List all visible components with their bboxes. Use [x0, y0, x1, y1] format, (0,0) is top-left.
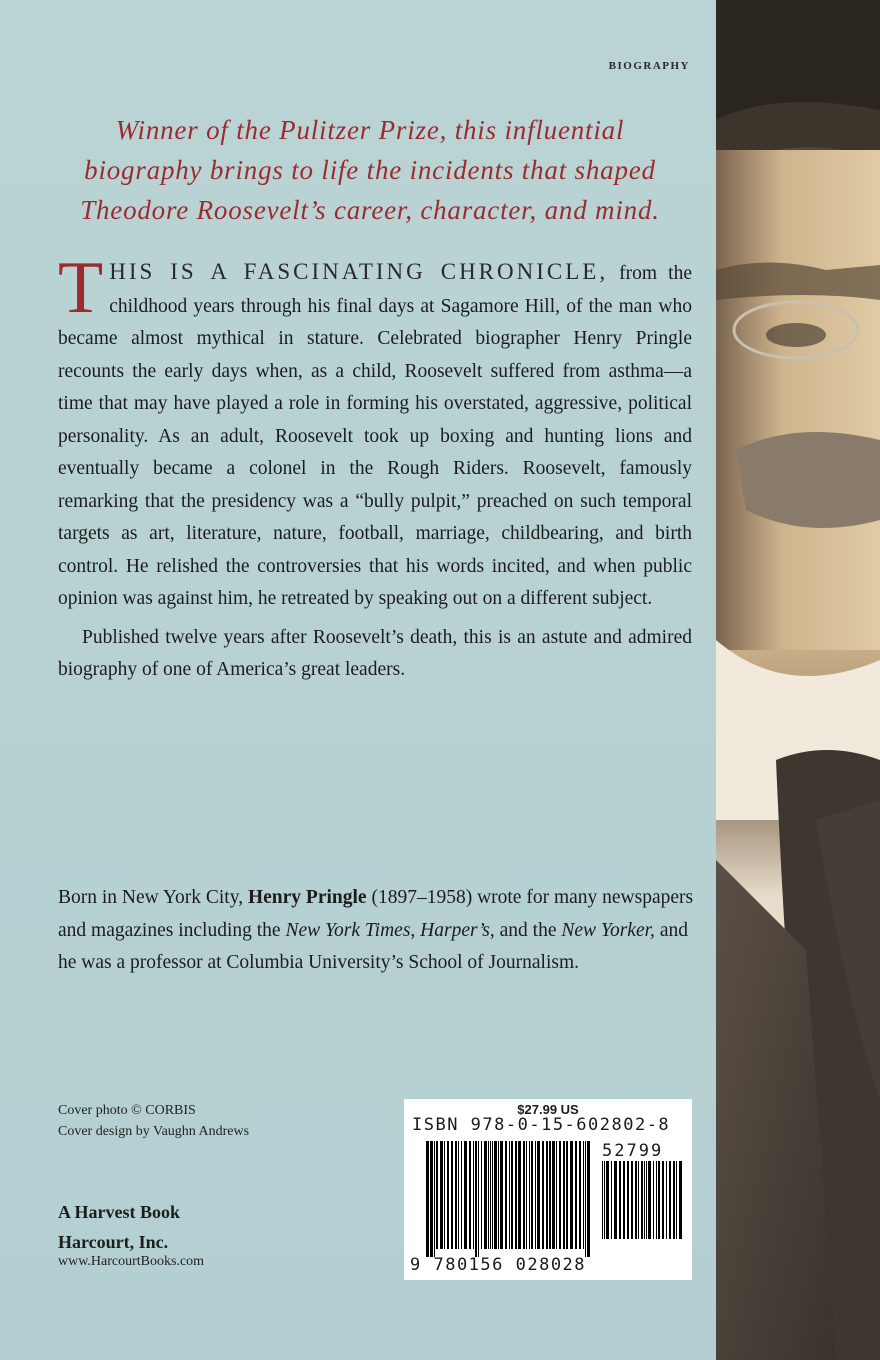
barcode-bar: [436, 1141, 438, 1249]
barcode-bar: [644, 1161, 645, 1239]
barcode-bar: [641, 1161, 643, 1239]
barcode-bar: [579, 1141, 581, 1249]
barcode-bar: [458, 1141, 459, 1249]
publisher-name: Harcourt, Inc.: [58, 1232, 169, 1252]
barcode-bar: [484, 1141, 487, 1249]
barcode-bar: [461, 1141, 462, 1249]
bio-text: (1897–1958) wrote for many newspapers and magazines including the: [58, 887, 694, 941]
mustache: [736, 432, 880, 528]
barcode-bar: [518, 1141, 521, 1249]
bio-text: , and the: [489, 919, 562, 941]
barcode-bar: [575, 1141, 577, 1249]
barcode-bar: [526, 1141, 527, 1249]
author-name: Henry Pringle: [247, 887, 367, 908]
addon-barcode: [602, 1161, 684, 1247]
barcode-bar: [627, 1161, 629, 1239]
publication-name: Harper’s: [420, 919, 490, 941]
barcode-bar: [542, 1141, 544, 1249]
price: $27.99 US: [517, 1102, 579, 1117]
barcode-bar: [492, 1141, 493, 1249]
barcode-bar: [587, 1141, 590, 1257]
barcode-bar: [631, 1161, 633, 1239]
barcode-bar: [676, 1161, 677, 1239]
barcode-bar: [473, 1141, 474, 1249]
barcode-bar: [566, 1141, 568, 1249]
barcode-bar: [434, 1141, 435, 1257]
photo-credit: Cover photo © CORBIS: [58, 1103, 196, 1118]
barcode-bar: [614, 1161, 617, 1239]
barcode-bar: [673, 1161, 675, 1239]
paragraph-1-text: from the childhood years through his final days at Sagamore Hill, of the man who became almost mythical in stature. Celebrated biographer Henry Pringle recounts the early days when, as a child, Roosevelt suffered from asthma—a time that may have played a role in forming his overstated, aggressive, political personality. As an adult, Roosevelt took up boxing and hunting lions and eventually became a colonel in the Rough Riders. Roosevelt, famously remarking that the presidency was a “bully pulpit,” preached on such temporal targets as art, literature, nature, football, marriage, childbearing, and birth control. He relished the controversies that his words incited, and when public opinion was against him, he retreated by speaking out on a different subject.: [58, 263, 692, 609]
barcode-bar: [537, 1141, 540, 1249]
barcode-bar: [426, 1141, 429, 1257]
barcode-bar: [494, 1141, 497, 1249]
portrait-illustration: [716, 0, 880, 1360]
bio-text: Born in New York City,: [58, 887, 248, 908]
author-bio-paragraph: [58, 882, 698, 980]
barcode-bar: [469, 1141, 471, 1249]
barcode-bar: [585, 1141, 586, 1257]
imprint-name: A Harvest Book: [58, 1202, 181, 1222]
barcode-bar: [666, 1161, 667, 1239]
isbn-number: ISBN 978-0-15-602802-8: [412, 1115, 671, 1135]
barcode-bar: [556, 1141, 557, 1249]
barcode-bar: [549, 1141, 551, 1249]
barcode-bar: [653, 1161, 654, 1239]
barcode-bar: [529, 1141, 530, 1249]
description: [58, 247, 692, 687]
publication-name: New York Times: [285, 919, 411, 941]
design-credit: Cover design by Vaughn Andrews: [58, 1124, 250, 1139]
tagline: Winner of the Pulitzer Prize, this influential biography brings to life the incidents that shaped Theodore Roosevelt’s career, character, and mind.: [80, 115, 660, 225]
barcode-bar: [531, 1141, 533, 1249]
publisher-website: www.HarcourtBooks.com: [58, 1254, 205, 1269]
barcode-bar: [447, 1141, 449, 1249]
barcode-bar: [606, 1161, 609, 1239]
barcode-bar: [498, 1141, 499, 1249]
barcode-bar: [611, 1161, 612, 1239]
barcode-bar: [444, 1141, 445, 1249]
barcode-bar: [509, 1141, 510, 1249]
barcode-bar: [500, 1141, 503, 1249]
barcode-bar: [646, 1161, 647, 1239]
publisher-block: [58, 1197, 180, 1257]
barcode-bar: [570, 1141, 573, 1249]
lead-in-caps: HIS IS A FASCINATING CHRONICLE,: [109, 259, 609, 284]
publication-name: New Yorker,: [561, 919, 655, 941]
category-label: BIOGRAPHY: [608, 60, 690, 72]
barcode-bar: [481, 1141, 482, 1249]
description-paragraph-2: Published twelve years after Roosevelt’s death, this is an astute and admired biography of one of America’s great leaders.: [58, 626, 692, 680]
barcode-bar: [505, 1141, 507, 1249]
barcode-bar: [559, 1141, 561, 1249]
barcode-bar: [490, 1141, 491, 1249]
barcode-bar: [619, 1161, 621, 1239]
barcode-bar: [679, 1161, 682, 1239]
barcode-bar: [478, 1141, 479, 1257]
barcode-bar: [546, 1141, 548, 1249]
bio-text: ,: [410, 919, 421, 941]
drop-cap: T: [58, 247, 104, 329]
barcode-bar: [662, 1161, 664, 1239]
author-portrait-photo: [716, 0, 880, 1360]
barcode-bar: [455, 1141, 457, 1249]
barcode-bar: [604, 1161, 605, 1239]
barcode-bar: [658, 1161, 660, 1239]
barcode-bar: [515, 1141, 517, 1249]
barcode-bar: [488, 1141, 489, 1249]
barcode-bar: [430, 1141, 433, 1257]
barcode-bar: [656, 1161, 657, 1239]
barcode-bar: [451, 1141, 453, 1249]
barcode-bar: [669, 1161, 671, 1239]
price-addon-code: 52799: [602, 1141, 664, 1161]
cover-credits: [58, 1100, 249, 1142]
barcode-bar: [623, 1161, 625, 1239]
ean-barcode: [426, 1141, 592, 1257]
barcode-bar: [440, 1141, 443, 1249]
barcode-bar: [635, 1161, 637, 1239]
barcode-bar: [563, 1141, 565, 1249]
ean-digits: 9 780156 028028: [410, 1255, 587, 1275]
barcode-bar: [464, 1141, 467, 1249]
barcode-bar: [475, 1141, 477, 1257]
barcode-bar: [648, 1161, 651, 1239]
barcode-bar: [523, 1141, 525, 1249]
author-bio: [58, 882, 698, 980]
barcode-bar: [552, 1141, 555, 1249]
barcode-bar: [638, 1161, 639, 1239]
bio-text: and he was a professor at Columbia University’s School of Journalism.: [58, 919, 688, 973]
barcode-bar: [602, 1161, 603, 1239]
barcode-bar: [511, 1141, 513, 1249]
barcode-bar: [583, 1141, 584, 1249]
barcode-label: [404, 1099, 692, 1280]
barcode-bar: [535, 1141, 536, 1249]
description-paragraph-1: [58, 247, 692, 616]
